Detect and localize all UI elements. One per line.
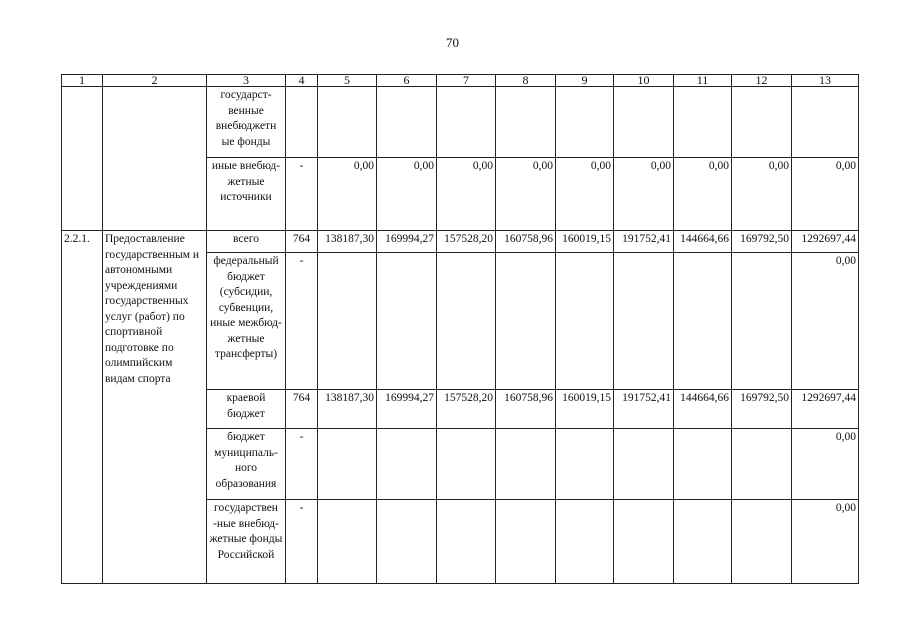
column-header: 8 [496, 75, 556, 87]
column-header: 5 [318, 75, 377, 87]
value-cell [614, 253, 674, 390]
value-cell: 0,00 [377, 158, 437, 231]
item-description-cell: Предоставление государственным и автономными учреждениями государственных услуг (работ) по спортивной подготовке по олимпийским видам спорта [103, 231, 207, 584]
header-row [62, 75, 859, 87]
value-cell: 138187,30 [318, 231, 377, 253]
value-cell: 191752,41 [614, 231, 674, 253]
value-cell: 0,00 [496, 158, 556, 231]
value-cell: 1292697,44 [792, 390, 859, 429]
value-cell: 0,00 [674, 158, 732, 231]
value-cell [318, 253, 377, 390]
value-cell: 144664,66 [674, 231, 732, 253]
value-cell: 0,00 [556, 158, 614, 231]
value-cell: 0,00 [732, 158, 792, 231]
column-header: 7 [437, 75, 496, 87]
value-cell: 0,00 [792, 158, 859, 231]
value-cell [437, 500, 496, 584]
value-cell [437, 253, 496, 390]
indicator-cell: - [286, 158, 318, 231]
table-row [62, 231, 859, 253]
value-cell: 169994,27 [377, 231, 437, 253]
value-cell: 0,00 [792, 253, 859, 390]
value-cell [377, 429, 437, 500]
value-cell: 169792,50 [732, 390, 792, 429]
value-cell: 144664,66 [674, 390, 732, 429]
column-header: 1 [62, 75, 103, 87]
budget-table [61, 74, 859, 584]
value-cell [674, 253, 732, 390]
value-cell [614, 429, 674, 500]
value-cell [674, 500, 732, 584]
value-cell [318, 87, 377, 158]
value-cell [496, 253, 556, 390]
value-cell [318, 500, 377, 584]
value-cell [377, 87, 437, 158]
column-header: 4 [286, 75, 318, 87]
item-description-cell [103, 87, 207, 231]
value-cell [614, 500, 674, 584]
funding-source-cell: бюджет муниципаль- ного образования [207, 429, 286, 500]
value-cell [377, 500, 437, 584]
item-code-cell [62, 87, 103, 231]
value-cell [496, 429, 556, 500]
value-cell [437, 87, 496, 158]
value-cell: 160019,15 [556, 390, 614, 429]
value-cell [496, 500, 556, 584]
funding-source-cell: всего [207, 231, 286, 253]
value-cell [732, 253, 792, 390]
value-cell: 0,00 [792, 429, 859, 500]
indicator-cell: 764 [286, 231, 318, 253]
value-cell [556, 253, 614, 390]
value-cell: 0,00 [318, 158, 377, 231]
item-code-cell: 2.2.1. [62, 231, 103, 584]
value-cell [556, 87, 614, 158]
indicator-cell: - [286, 429, 318, 500]
value-cell [732, 500, 792, 584]
funding-source-cell: федеральный бюджет (субсидии, субвенции, иные межбюд- жетные трансферты) [207, 253, 286, 390]
page-number: 70 [446, 35, 459, 50]
value-cell [556, 429, 614, 500]
funding-source-cell: государствен -ные внебюд- жетные фонды Российской [207, 500, 286, 584]
value-cell [732, 429, 792, 500]
value-cell: 169792,50 [732, 231, 792, 253]
value-cell: 0,00 [437, 158, 496, 231]
indicator-cell: - [286, 253, 318, 390]
value-cell [674, 87, 732, 158]
value-cell: 160758,96 [496, 231, 556, 253]
funding-source-cell: государст- венные внебюджетн ые фонды [207, 87, 286, 158]
value-cell [318, 429, 377, 500]
value-cell: 0,00 [792, 500, 859, 584]
value-cell [377, 253, 437, 390]
value-cell [496, 87, 556, 158]
value-cell: 138187,30 [318, 390, 377, 429]
indicator-cell [286, 87, 318, 158]
value-cell: 157528,20 [437, 231, 496, 253]
value-cell: 169994,27 [377, 390, 437, 429]
value-cell: 157528,20 [437, 390, 496, 429]
funding-source-cell: краевой бюджет [207, 390, 286, 429]
value-cell: 160758,96 [496, 390, 556, 429]
indicator-cell: - [286, 500, 318, 584]
value-cell: 0,00 [614, 158, 674, 231]
value-cell [792, 87, 859, 158]
column-header: 6 [377, 75, 437, 87]
value-cell [674, 429, 732, 500]
table-row [62, 87, 859, 158]
value-cell: 160019,15 [556, 231, 614, 253]
value-cell [732, 87, 792, 158]
value-cell [556, 500, 614, 584]
value-cell [437, 429, 496, 500]
value-cell: 191752,41 [614, 390, 674, 429]
column-header: 10 [614, 75, 674, 87]
indicator-cell: 764 [286, 390, 318, 429]
value-cell: 1292697,44 [792, 231, 859, 253]
value-cell [614, 87, 674, 158]
funding-source-cell: иные внебюд- жетные источники [207, 158, 286, 231]
column-header: 13 [792, 75, 859, 87]
column-header: 3 [207, 75, 286, 87]
column-header: 2 [103, 75, 207, 87]
column-header: 12 [732, 75, 792, 87]
column-header: 9 [556, 75, 614, 87]
column-header: 11 [674, 75, 732, 87]
